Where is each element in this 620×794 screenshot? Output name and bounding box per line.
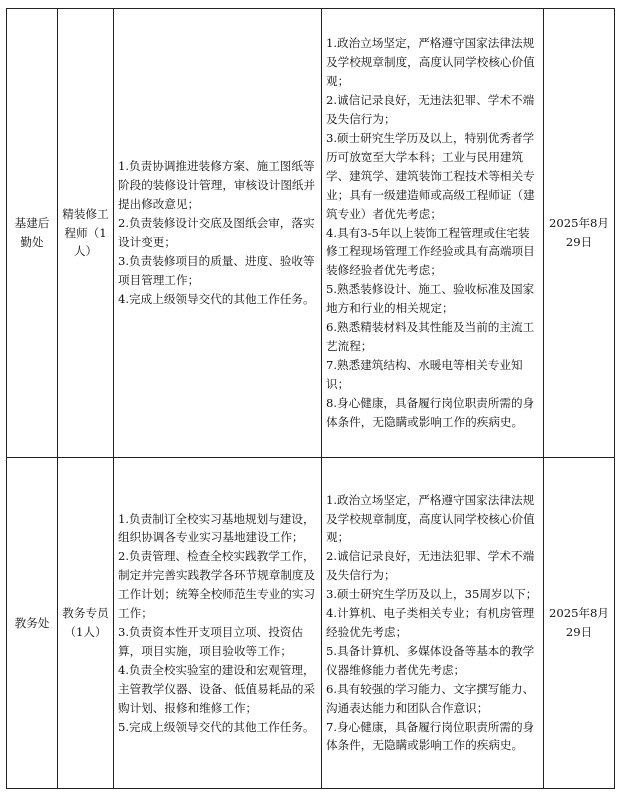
- requirement-item: 6.具有较强的学习能力、文字撰写能力、沟通表达能力和团队合作意识；: [326, 681, 535, 715]
- requirement-item: 2.诚信记录良好，无违法犯罪、学术不端及失信行为；: [326, 93, 535, 127]
- duty-item: 4.负责全校实验室的建设和宏观管理，主管教学仪器、设备、低值易耗品的采购计划、报修和维修工作；: [118, 662, 316, 715]
- requirements-cell: [322, 9, 544, 458]
- requirement-item: 4.具有3-5年以上装饰工程管理或住宅装修工程现场管理工作经验或具有高端项目装修经验者优先考虑；: [326, 225, 535, 278]
- duties-cell: [114, 9, 322, 458]
- table-row: [7, 458, 615, 789]
- duty-item: 1.负责制订全校实习基地规划与建设，组织协调各专业实习基地建设工作；: [118, 511, 315, 545]
- duty-item: 2.负责管理、检查全校实践教学工作，制定并完善实践教学各环节规章制度及工作计划；统筹全校师范生专业的实习工作；: [118, 549, 316, 621]
- position-cell: 教务专员（1人）: [58, 458, 114, 789]
- requirement-item: 3.硕士研究生学历及以上，35周岁以下；: [326, 587, 538, 602]
- duty-item: 4.完成上级领导交代的其他工作任务。: [118, 291, 315, 306]
- position-cell: 精装修工程师（1人）: [58, 9, 114, 458]
- requirement-item: 7.熟悉建筑结构、水暖电等相关专业知识；: [326, 357, 523, 391]
- requirement-item: 5.熟悉装修设计、施工、验收标准及国家地方和行业的相关规定；: [326, 282, 535, 316]
- requirement-item: 3.硕士研究生学历及以上，特别优秀者学历可放宽至大学本科；工业与民用建筑学、建筑学、建筑装饰工程技术等相关专业；具有一级建造师或高级工程师证（建筑专业）者优先考虑；: [326, 131, 535, 221]
- duty-item: 3.负责资本性开支项目立项、投资估算，项目实施，项目验收等工作；: [118, 625, 303, 658]
- duty-item: 1.负责协调推进装修方案、施工图纸等阶段的装修设计管理，审核设计图纸并提出修改意见；: [118, 159, 316, 212]
- duty-item: 2.负责装修设计交底及图纸会审，落实设计变更；: [118, 216, 315, 249]
- deadline-cell: 2025年8月29日: [544, 458, 615, 789]
- requirements-cell: [322, 458, 544, 789]
- requirement-item: 1.政治立场坚定，严格遵守国家法律法规及学校规章制度，高度认同学校核心价值观；: [326, 492, 535, 545]
- requirement-item: 2.诚信记录良好，无违法犯罪、学术不端及失信行为；: [326, 549, 535, 583]
- requirement-item: 5.具备计算机、多媒体设备等基本的教学仪器维修能力者优先考虑；: [326, 643, 535, 677]
- requirement-item: 4.计算机、电子类相关专业；有机房管理经验优先考虑；: [326, 606, 535, 639]
- requirement-item: 8.身心健康，具备履行岗位职责所需的身体条件，无隐瞒或影响工作的疾病史。: [326, 395, 535, 429]
- table-row: [7, 9, 615, 458]
- department-cell: 教务处: [7, 458, 58, 789]
- department-cell: 基建后勤处: [7, 9, 58, 458]
- requirement-item: 6.熟悉精装材料及其性能及当前的主流工艺流程；: [326, 320, 535, 353]
- deadline-cell: 2025年8月29日: [544, 9, 615, 458]
- duty-item: 5.完成上级领导交代的其他工作任务。: [118, 719, 315, 734]
- duties-cell: [114, 458, 322, 789]
- duty-item: 3.负责装修项目的质量、进度、验收等项目管理工作；: [118, 253, 315, 287]
- requirement-item: 1.政治立场坚定，严格遵守国家法律法规及学校规章制度，高度认同学校核心价值观；: [326, 36, 535, 89]
- requirement-item: 7.身心健康，具备履行岗位职责所需的身体条件，无隐瞒或影响工作的疾病史。: [326, 719, 535, 753]
- recruitment-table: [6, 8, 615, 789]
